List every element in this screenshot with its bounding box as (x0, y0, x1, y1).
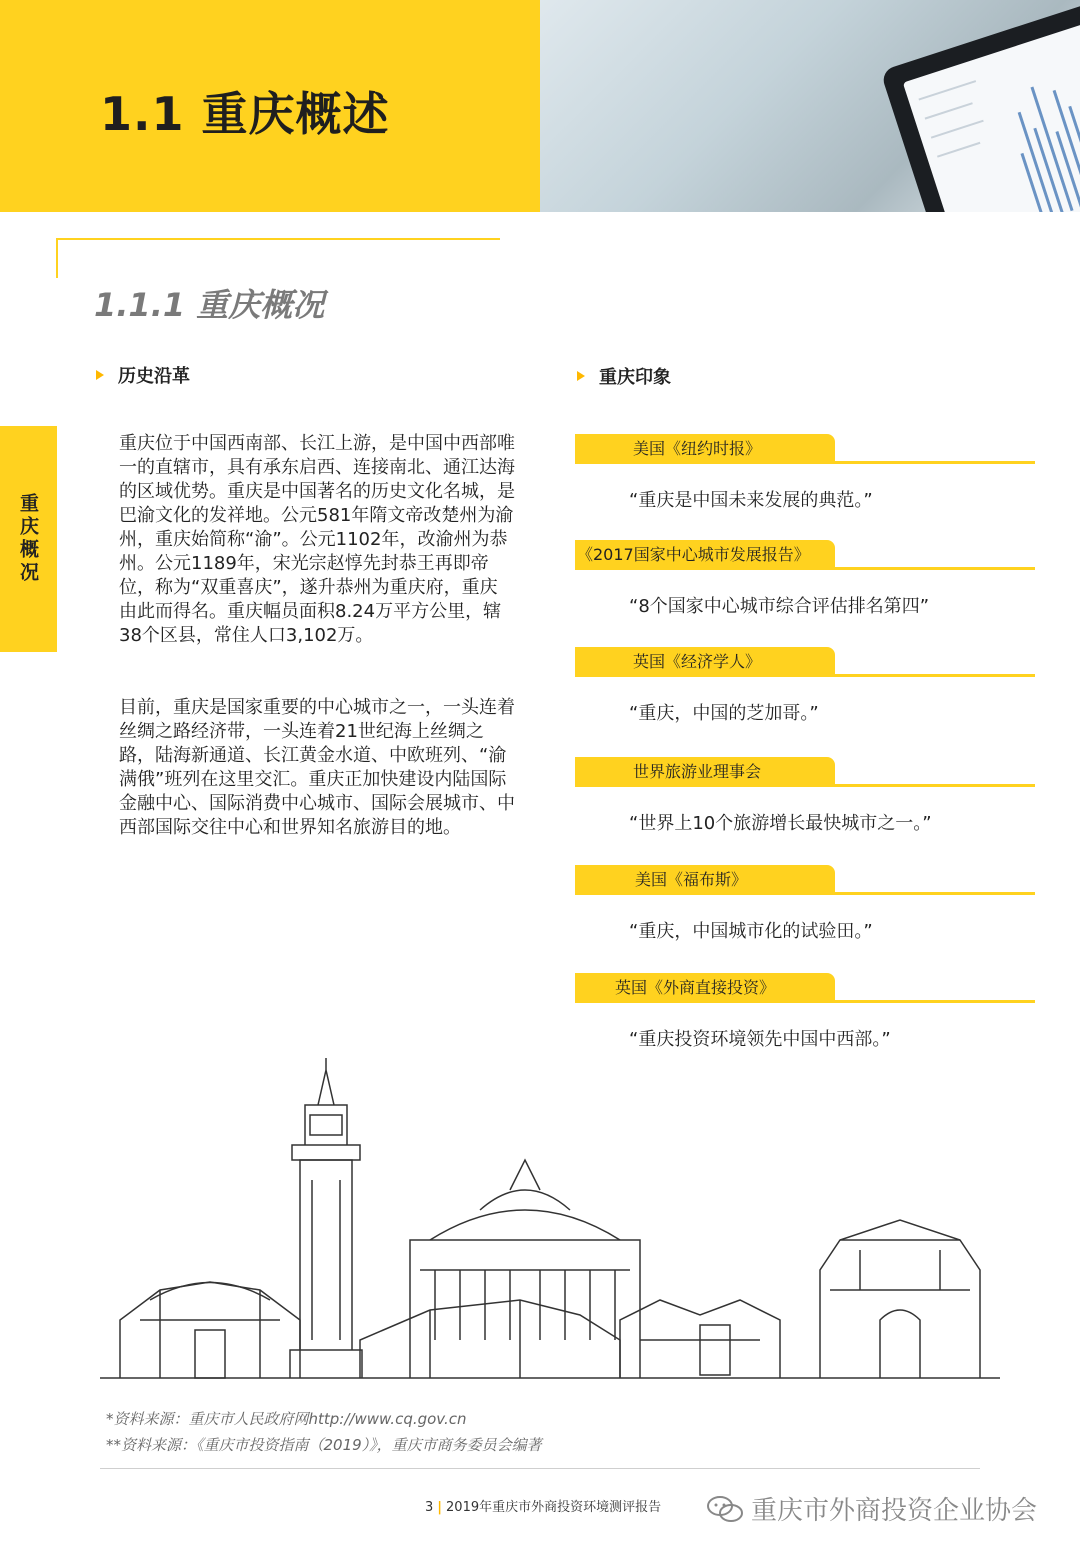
quote-text: “重庆是中国未来发展的典范。” (629, 490, 873, 511)
report-title: 2019年重庆市外商投资环境测评报告 (446, 1500, 662, 1515)
quote-source: 英国《经济学人》 (575, 647, 835, 677)
footer: 3 | 2019年重庆市外商投资环境测评报告 (425, 1500, 662, 1515)
quote-source: 世界旅游业理事会 (575, 757, 835, 787)
quote-text: “世界上10个旅游增长最快城市之一。” (629, 813, 932, 834)
impression-heading-label: 重庆印象 (599, 367, 671, 388)
quote-source: 美国《福布斯》 (575, 865, 835, 895)
quote-source: 英国《外商直接投资》 (575, 973, 835, 1003)
wechat-icon (705, 1494, 745, 1524)
section-title: 1.1.1 重庆概况 (94, 286, 325, 324)
impression-heading (577, 363, 671, 389)
history-paragraph-1: 重庆位于中国西南部、长江上游，是中国中西部唯一的直辖市，具有承东启西、连接南北、通江达海的区域优势。重庆是中国著名的历史文化名城，是巴渝文化的发祥地。公元581年隋文帝改楚州为渝州，重庆始简称“渝”。公元1102年，改渝州为恭州。公元1189年，宋光宗赵惇先封恭王再即帝位，称为“双重喜庆”，遂升恭州为重庆府，重庆由此而得名。重庆幅员面积8.24万平方公里，辖38个区县，常住人口3,102万。 (119, 433, 515, 646)
watermark (705, 1490, 1037, 1527)
quote-text: “重庆投资环境领先中国中西部。” (629, 1029, 891, 1050)
tablet-image (880, 0, 1080, 212)
quote-text: “重庆，中国城市化的试验田。” (629, 921, 873, 942)
triangle-bullet-icon (96, 370, 104, 380)
header-banner (0, 0, 540, 212)
source-note-2: **资料来源：《重庆市投资指南（2019）》，重庆市商务委员会编著 (106, 1436, 542, 1454)
history-heading-label: 历史沿革 (118, 366, 190, 387)
quote-source: 《2017国家中心城市发展报告》 (575, 540, 835, 570)
footer-rule (100, 1468, 980, 1469)
quote-text: “重庆，中国的芝加哥。” (629, 703, 819, 724)
section-bracket (56, 238, 500, 278)
header-photo (540, 0, 1080, 212)
side-tab-label: 重庆概况 (17, 493, 39, 585)
side-tab (0, 426, 57, 652)
triangle-bullet-icon (577, 371, 585, 381)
history-heading (96, 362, 190, 388)
source-note-1: *资料来源：重庆市人民政府网http://www.cq.gov.cn (106, 1410, 467, 1428)
quote-text: “8个国家中心城市综合评估排名第四” (629, 596, 930, 617)
quote-source: 美国《纽约时报》 (575, 434, 835, 464)
skyline-illustration (100, 1050, 1000, 1390)
watermark-text: 重庆市外商投资企业协会 (751, 1496, 1038, 1526)
history-paragraph-2: 目前，重庆是国家重要的中心城市之一，一头连着丝绸之路经济带，一头连着21世纪海上丝绸之路，陆海新通道、长江黄金水道、中欧班列、“渝满俄”班列在这里交汇。重庆正加快建设内陆国际金融中心、国际消费中心城市、国际会展城市、中西部国际交往中心和世界知名旅游目的地。 (119, 697, 515, 838)
page-title: 1.1 重庆概述 (100, 87, 390, 141)
page-number: 3 (425, 1500, 434, 1515)
